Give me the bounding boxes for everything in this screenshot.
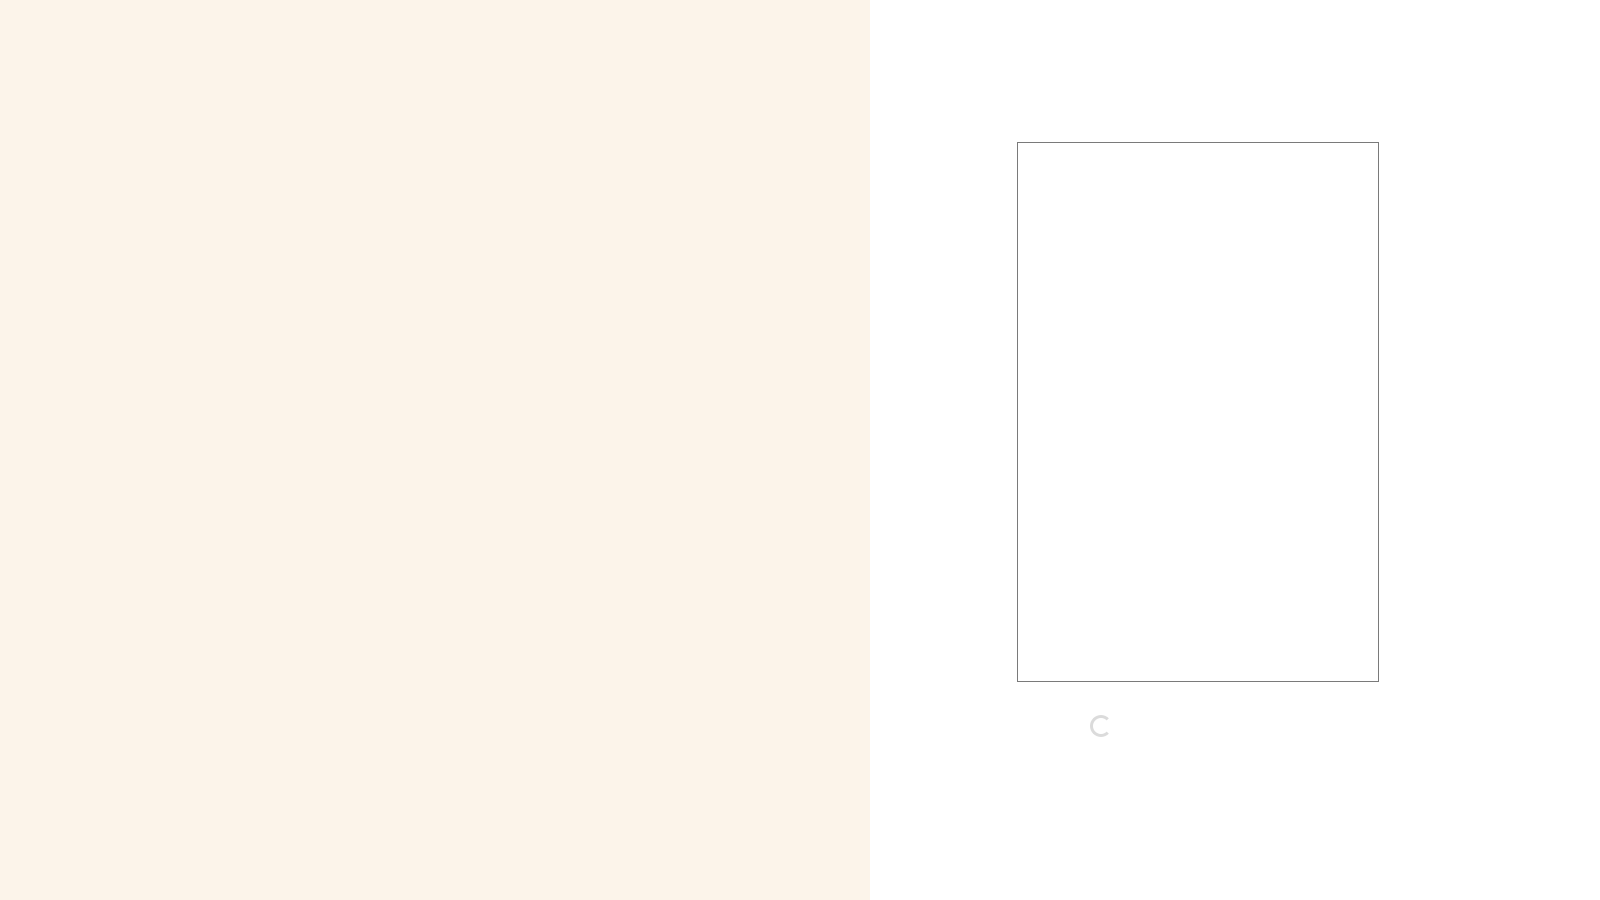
watermark-logo — [1090, 712, 1118, 737]
watermark-circle-icon — [1090, 715, 1112, 737]
document-scan-image — [1017, 142, 1379, 682]
